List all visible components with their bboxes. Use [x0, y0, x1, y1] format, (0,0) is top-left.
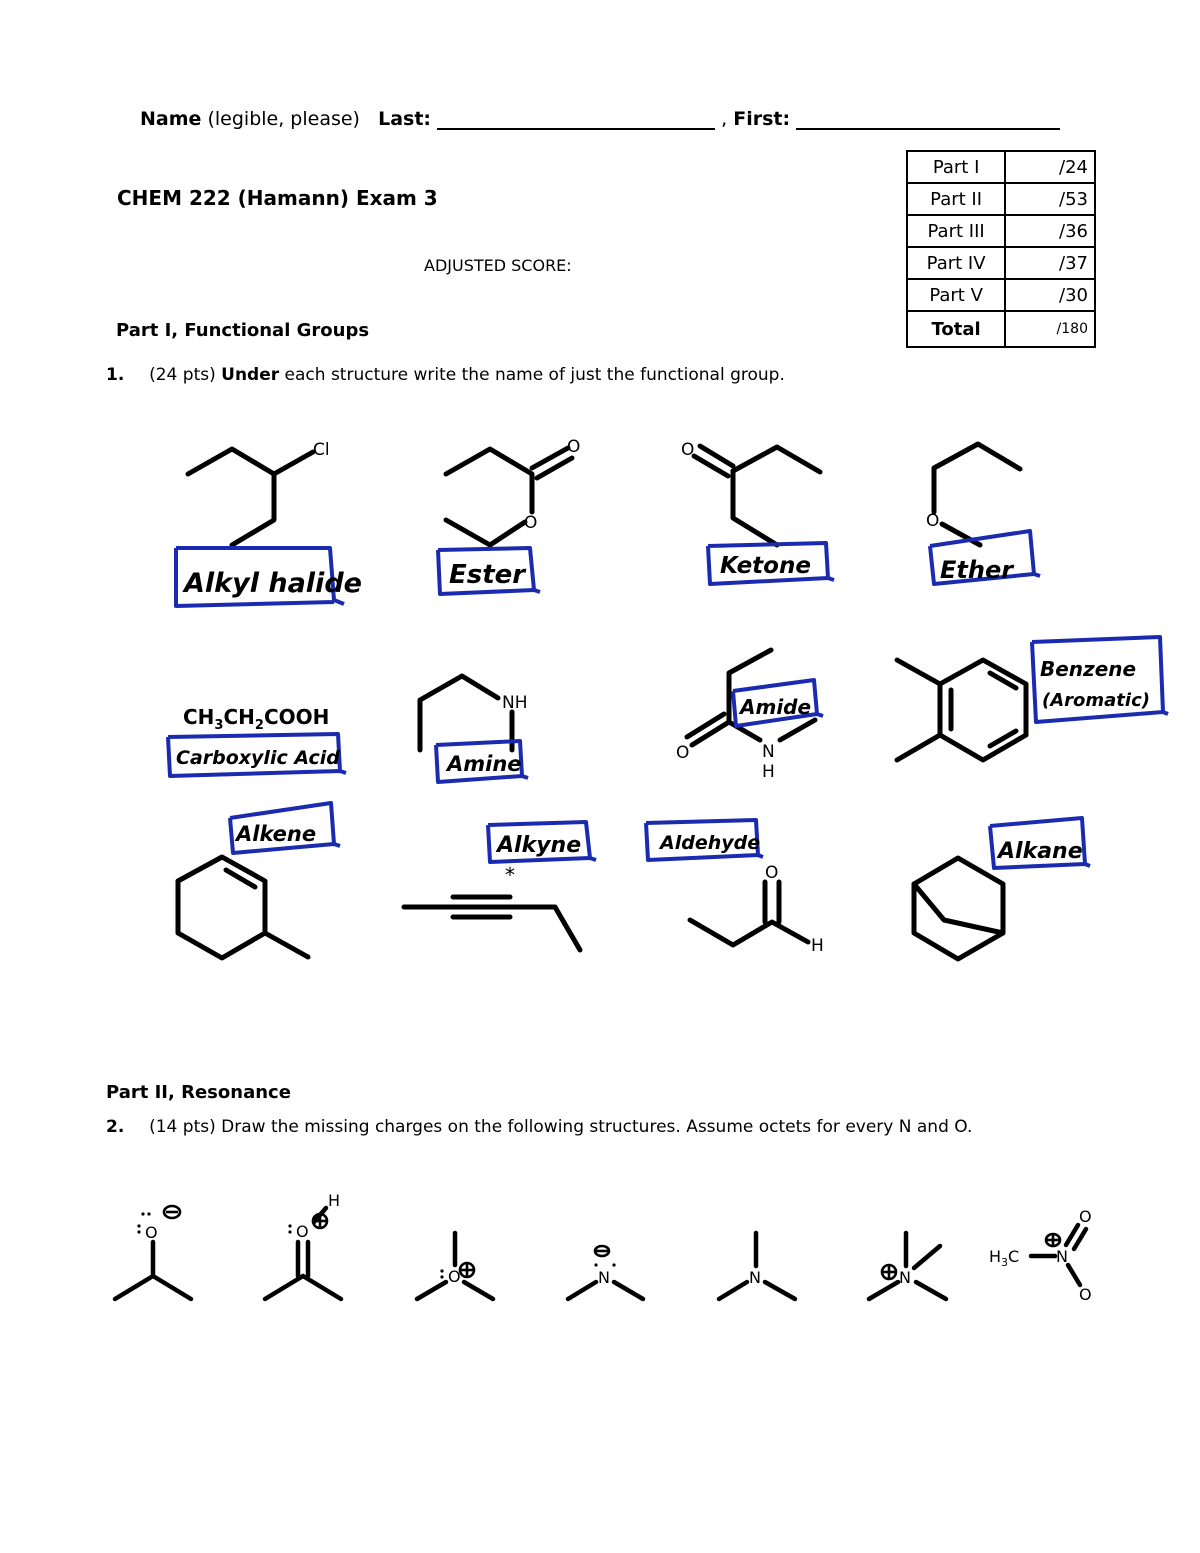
- exam-title: CHEM 222 (Hamann) Exam 3: [117, 186, 438, 210]
- name-label: Name: [140, 108, 202, 130]
- answer-ester: Ester: [449, 560, 526, 590]
- atom-n: N: [899, 1268, 911, 1287]
- atom-n: N: [749, 1268, 761, 1287]
- q2-number: 2.: [106, 1117, 125, 1137]
- last-name-label: Last:: [378, 108, 432, 130]
- label-ester-o: O: [524, 513, 538, 533]
- q1-number: 1.: [106, 365, 125, 385]
- score-part: Part I: [907, 151, 1005, 183]
- resonance-structure-3: [417, 1233, 493, 1299]
- answer-alkene: Alkene: [236, 822, 317, 846]
- score-part: Total: [907, 311, 1005, 347]
- score-part: Part V: [907, 279, 1005, 311]
- answer-ketone: Ketone: [720, 553, 811, 579]
- label-nh: NH: [502, 693, 528, 713]
- name-hint: (legible, please): [207, 108, 360, 130]
- atom-h3c: $H_3C$: [989, 1247, 1020, 1269]
- part1-heading: Part I, Functional Groups: [116, 320, 370, 341]
- atom-n: N: [1056, 1247, 1068, 1266]
- answer-alkyne: Alkyne: [497, 833, 582, 858]
- resonance-structure-1: [115, 1242, 191, 1299]
- q2-text: Draw the missing charges on the following structures. Assume octets for every N and O.: [221, 1117, 973, 1137]
- q1-text: each structure write the name of just the functional group.: [284, 365, 785, 385]
- label-amide-o: O: [676, 743, 690, 763]
- label-cl: Cl: [313, 440, 330, 460]
- label-ether-o: O: [926, 511, 940, 531]
- plus-charge-icon: [882, 1265, 896, 1279]
- answer-amine: Amine: [447, 752, 522, 776]
- answer-carboxylic-acid: Carboxylic Acid: [176, 747, 340, 769]
- score-part: Part III: [907, 215, 1005, 247]
- first-name-label: First:: [733, 108, 791, 130]
- formula-propanoic-acid: $CH_3CH_2COOH$: [183, 705, 330, 733]
- minus-charge-icon: [164, 1206, 180, 1218]
- name-comma: ,: [721, 108, 728, 130]
- q1-bold: Under: [221, 365, 280, 385]
- atom-n: N: [598, 1268, 610, 1287]
- plus-charge-icon: [460, 1263, 474, 1277]
- atom-o: O: [1079, 1207, 1092, 1226]
- adjusted-score-label: ADJUSTED SCORE:: [424, 256, 572, 275]
- answer-benzene: Benzene: [1040, 657, 1137, 681]
- score-max: /36: [1005, 215, 1095, 247]
- label-aldehyde-o: O: [765, 863, 779, 883]
- score-max: /24: [1005, 151, 1095, 183]
- label-ketone-o: O: [681, 440, 695, 460]
- score-max: /53: [1005, 183, 1095, 215]
- plus-charge-icon: [313, 1214, 327, 1228]
- q2-points: (14 pts): [149, 1117, 216, 1137]
- label-amide-h: H: [762, 762, 775, 782]
- atom-o: O: [296, 1222, 309, 1241]
- resonance-structure-5: [719, 1233, 795, 1299]
- atom-o: O: [448, 1267, 461, 1286]
- score-part: Part II: [907, 183, 1005, 215]
- score-max: /180: [1005, 311, 1095, 347]
- score-part: Part IV: [907, 247, 1005, 279]
- atom-o: O: [1079, 1285, 1092, 1304]
- label-ester-carbonyl-o: O: [567, 437, 581, 457]
- answer-aldehyde: Aldehyde: [660, 832, 761, 854]
- answer-ether: Ether: [940, 556, 1014, 584]
- score-max: /37: [1005, 247, 1095, 279]
- lone-pair-dots: [137, 1212, 615, 1278]
- atom-h: H: [328, 1191, 341, 1210]
- plus-charge-icon: [1046, 1234, 1060, 1246]
- answer-aromatic: (Aromatic): [1042, 690, 1150, 711]
- q1-points: (24 pts): [149, 365, 216, 385]
- label-amide-n: N: [762, 742, 775, 762]
- score-max: /30: [1005, 279, 1095, 311]
- atom-o: O: [145, 1223, 158, 1242]
- part2-heading: Part II, Resonance: [106, 1082, 291, 1103]
- answer-alkane: Alkane: [998, 839, 1083, 864]
- minus-charge-icon: [595, 1246, 609, 1256]
- resonance-structure-6: [869, 1233, 946, 1299]
- label-aldehyde-h: H: [811, 936, 824, 956]
- answer-amide: Amide: [740, 695, 812, 719]
- answer-alkyl-halide: Alkyl halide: [184, 568, 362, 599]
- label-star: *: [505, 863, 515, 887]
